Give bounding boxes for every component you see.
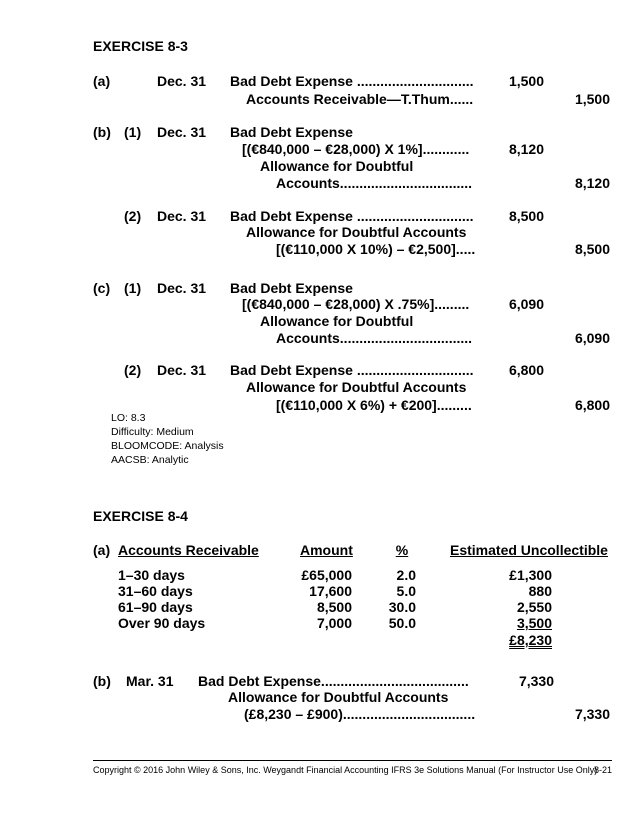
part-c1-calculation: [(€840,000 – €28,000) X .75%]......... [242, 296, 470, 312]
part-b2-credit-amount: 8,500 [574, 241, 610, 257]
part-b1-credit-account-line1: Allowance for Doubtful [260, 158, 414, 174]
part-b2-calculation: [(€110,000 X 10%) – €2,500]..... [276, 241, 476, 257]
part-c2-debit-amount: 6,800 [508, 362, 544, 378]
table-row-estimate: 3,500 [516, 615, 552, 631]
table-row-percent: 50.0 [388, 615, 416, 631]
part-c1-debit-account: Bad Debt Expense [230, 280, 353, 296]
part-b-credit-amount-8-4: 7,330 [574, 706, 610, 722]
part-b1-calculation: [(€840,000 – €28,000) X 1%]............ [242, 141, 470, 157]
table-row-ar: 61–90 days [118, 599, 193, 615]
part-b1-credit-account-line2: Accounts.................................. [276, 175, 473, 191]
part-b-label: (b) [93, 124, 111, 140]
part-c1-credit-amount: 6,090 [574, 330, 610, 346]
bloom-code: BLOOMCODE: Analysis [111, 440, 224, 452]
part-c1-debit-amount: 6,090 [508, 296, 544, 312]
table-row-estimate: 2,550 [516, 599, 552, 615]
header-accounts-receivable: Accounts Receivable [118, 542, 259, 558]
table-row-amount: 17,600 [309, 583, 352, 599]
header-percent: % [395, 542, 409, 558]
part-c2-debit-account: Bad Debt Expense .............................. [230, 362, 474, 378]
part-a-debit-amount: 1,500 [508, 73, 544, 89]
table-row-estimate: 880 [528, 583, 552, 599]
table-row-percent: 30.0 [388, 599, 416, 615]
part-b1-debit-account: Bad Debt Expense [230, 124, 353, 140]
part-c2-date: Dec. 31 [157, 362, 207, 378]
part-c1-date: Dec. 31 [157, 280, 207, 296]
part-c2-credit-amount: 6,800 [574, 397, 610, 413]
table-row-ar: Over 90 days [118, 615, 206, 631]
part-c1-credit-account-line2: Accounts.................................. [276, 330, 473, 346]
part-b-debit-account-8-4: Bad Debt Expense...................................... [198, 673, 469, 689]
part-b2-number: (2) [124, 208, 142, 224]
part-a-label: (a) [93, 73, 111, 89]
part-b-calculation-8-4: (£8,230 – £900).................................. [244, 706, 476, 722]
table-row-percent: 5.0 [396, 583, 416, 599]
header-estimated-uncollectible: Estimated Uncollectible [450, 542, 608, 558]
footer-copyright: Copyright © 2016 John Wiley & Sons, Inc. Weygandt Financial Accounting IFRS 3e Solutions Manual (For Instructor Use Only) [93, 765, 598, 775]
table-row-estimate: £1,300 [509, 567, 552, 583]
part-b2-debit-amount: 8,500 [508, 208, 544, 224]
aacsb: AACSB: Analytic [111, 454, 189, 466]
part-b-date-8-4: Mar. 31 [126, 673, 174, 689]
table-row-amount: 7,000 [316, 615, 352, 631]
part-a-date: Dec. 31 [157, 73, 207, 89]
table-row-amount: £65,000 [301, 567, 352, 583]
part-c-label: (c) [93, 280, 111, 296]
part-a-credit-account: Accounts Receivable—T.Thum...... [246, 91, 474, 107]
part-a-credit-amount: 1,500 [574, 91, 610, 107]
part-b1-credit-amount: 8,120 [574, 175, 610, 191]
difficulty: Difficulty: Medium [111, 426, 194, 438]
part-b1-debit-amount: 8,120 [508, 141, 544, 157]
part-b1-number: (1) [124, 124, 142, 140]
part-b2-debit-account: Bad Debt Expense .............................. [230, 208, 474, 224]
table-row-ar: 1–30 days [118, 567, 185, 583]
part-c2-credit-account: Allowance for Doubtful Accounts [246, 379, 467, 395]
part-b1-date: Dec. 31 [157, 124, 207, 140]
part-b2-credit-account: Allowance for Doubtful Accounts [246, 224, 467, 240]
exercise-8-3-title: EXERCISE 8-3 [93, 38, 188, 54]
exercise-8-4-title: EXERCISE 8-4 [93, 508, 188, 524]
part-b2-date: Dec. 31 [157, 208, 207, 224]
footer-rule [93, 760, 612, 761]
part-b-credit-account-8-4: Allowance for Doubtful Accounts [228, 689, 449, 705]
part-b-debit-amount-8-4: 7,330 [518, 673, 554, 689]
part-a-debit-account: Bad Debt Expense .............................. [230, 73, 474, 89]
footer-page-number: 8-21 [593, 765, 612, 775]
part-c1-number: (1) [124, 280, 142, 296]
part-a-label-8-4: (a) [93, 542, 111, 558]
learning-objective: LO: 8.3 [111, 412, 146, 424]
part-c1-credit-account-line1: Allowance for Doubtful [260, 313, 414, 329]
header-amount: Amount [300, 542, 353, 558]
table-row-percent: 2.0 [396, 567, 416, 583]
table-row-amount: 8,500 [316, 599, 352, 615]
estimated-total: £8,230 [509, 632, 552, 648]
table-row-ar: 31–60 days [118, 583, 193, 599]
part-c2-number: (2) [124, 362, 142, 378]
part-c2-calculation: [(€110,000 X 6%) + €200]......... [276, 397, 472, 413]
part-b-label-8-4: (b) [93, 673, 111, 689]
